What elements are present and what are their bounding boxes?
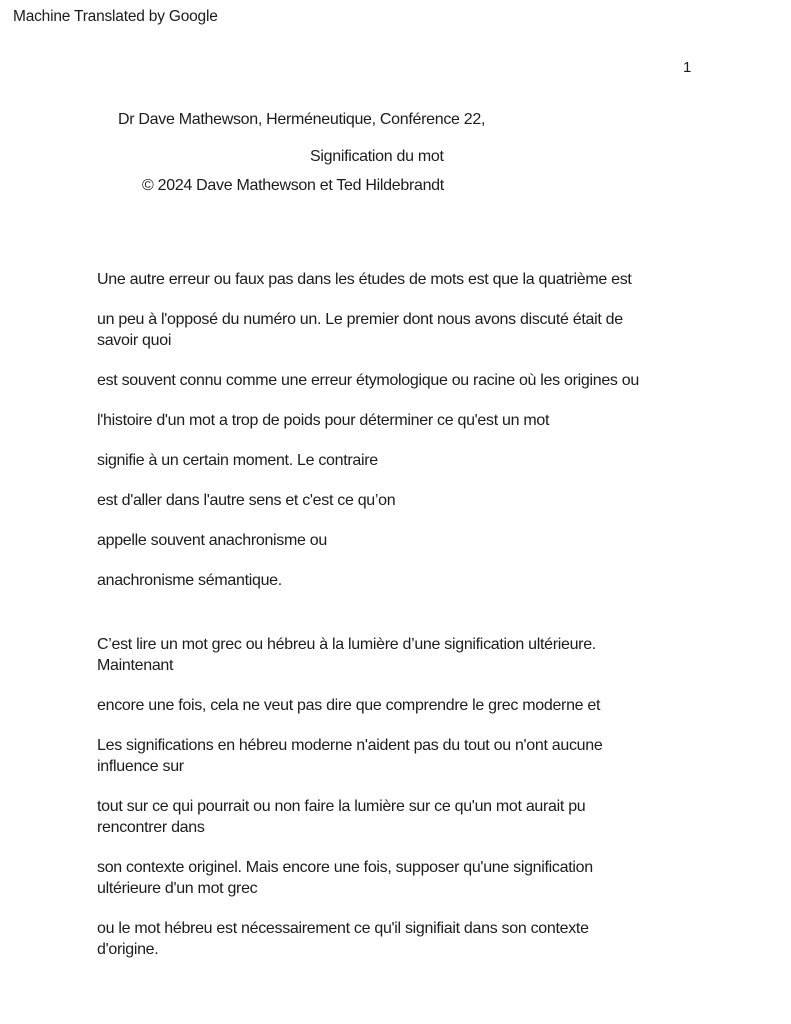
- text-line: l'histoire d'un mot a trop de poids pour déterminer ce qu'est un mot: [97, 412, 550, 429]
- text-line: est d'aller dans l'autre sens et c'est ce qu’on: [97, 492, 396, 509]
- text-line: anachronisme sémantique.: [97, 572, 282, 589]
- document-title-author-line: Dr Dave Mathewson, Herméneutique, Conférence 22,: [118, 111, 486, 128]
- paragraph: [97, 634, 737, 676]
- text-line: appelle souvent anachronisme ou: [97, 532, 327, 549]
- text-line: C’est lire un mot grec ou hébreu à la lumière d’une signification ultérieure.: [97, 636, 596, 653]
- paragraph: [97, 269, 737, 290]
- text-line: d'origine.: [97, 941, 159, 958]
- paragraph: [97, 450, 737, 471]
- text-line: signifie à un certain moment. Le contraire: [97, 452, 378, 469]
- paragraph: [97, 490, 737, 511]
- paragraph: [97, 918, 737, 960]
- paragraph: [97, 370, 737, 391]
- text-line: influence sur: [97, 758, 184, 775]
- text-line: savoir quoi: [97, 332, 172, 349]
- page-number: 1: [683, 59, 692, 76]
- paragraph: [97, 857, 737, 899]
- text-line: Une autre erreur ou faux pas dans les études de mots est que la quatrième est: [97, 271, 632, 288]
- text-line: un peu à l'opposé du numéro un. Le premier dont nous avons discuté était de: [97, 311, 623, 328]
- text-line: rencontrer dans: [97, 819, 205, 836]
- text-line: est souvent connu comme une erreur étymologique ou racine où les origines ou: [97, 372, 639, 389]
- paragraph: [97, 309, 737, 351]
- paragraph: [97, 735, 737, 777]
- document-copyright-line: © 2024 Dave Mathewson et Ted Hildebrandt: [142, 177, 444, 194]
- text-line: tout sur ce qui pourrait ou non faire la lumière sur ce qu'un mot aurait pu: [97, 798, 586, 815]
- text-line: Les significations en hébreu moderne n'aident pas du tout ou n'ont aucune: [97, 737, 603, 754]
- text-line: ou le mot hébreu est nécessairement ce qu'il signifiait dans son contexte: [97, 920, 589, 937]
- text-line: son contexte originel. Mais encore une fois, supposer qu'une signification: [97, 859, 593, 876]
- paragraph: [97, 796, 737, 838]
- paragraph: [97, 570, 737, 591]
- paragraph: [97, 410, 737, 431]
- text-line: Maintenant: [97, 657, 174, 674]
- document-title-subject-line: Signification du mot: [310, 148, 444, 165]
- paragraph: [97, 695, 737, 716]
- machine-translated-watermark: Machine Translated by Google: [13, 8, 218, 25]
- transcript-body: [97, 269, 737, 979]
- text-line: encore une fois, cela ne veut pas dire que comprendre le grec moderne et: [97, 697, 601, 714]
- paragraph: [97, 530, 737, 551]
- text-line: ultérieure d'un mot grec: [97, 880, 258, 897]
